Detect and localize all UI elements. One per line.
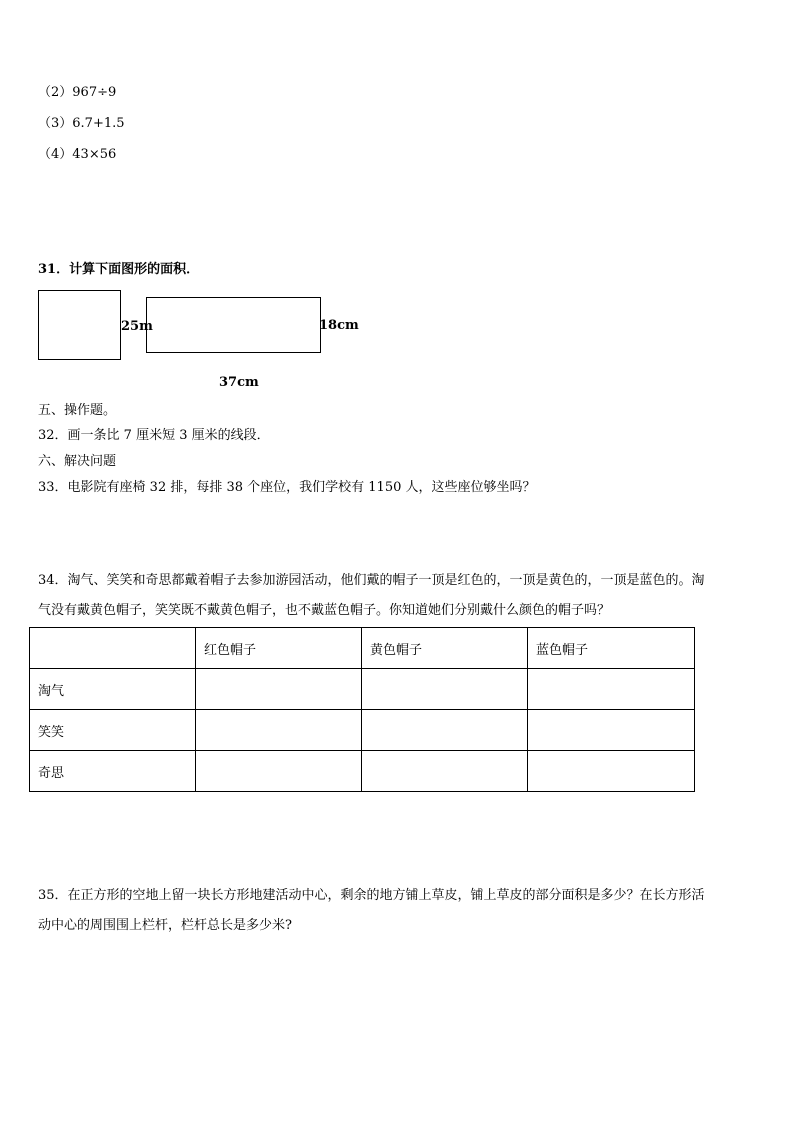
q33-text: 33．电影院有座椅 32 排，每排 38 个座位，我们学校有 1150 人，这些座位够坐吗？ (38, 480, 536, 495)
table-header-cell: 蓝色帽子 (528, 628, 695, 669)
q34-line-1: 34．淘气、笑笑和奇思都戴着帽子去参加游园活动，他们戴的帽子一顶是红色的，一顶是黄色的，一顶是蓝色的。淘 (38, 573, 705, 588)
answer-cell[interactable] (362, 710, 528, 751)
row-label: 奇思 (30, 751, 196, 792)
calc-item-2: （2）967÷9 (38, 85, 117, 100)
answer-cell[interactable] (528, 669, 695, 710)
answer-cell[interactable] (362, 751, 528, 792)
q32-text: 32．画一条比 7 厘米短 3 厘米的线段． (38, 428, 270, 443)
answer-cell[interactable] (528, 710, 695, 751)
q34-line-2: 气没有戴黄色帽子，笑笑既不戴黄色帽子，也不戴蓝色帽子。你知道她们分别戴什么颜色的帽子吗？ (38, 603, 611, 618)
square-side-label: 25m (121, 319, 153, 334)
table-header-row (30, 628, 695, 669)
row-label: 淘气 (30, 669, 196, 710)
rect-height-label: 18cm (319, 318, 359, 333)
section-5-heading: 五、操作题。 (38, 403, 117, 418)
hat-color-table (29, 627, 695, 792)
section-6-heading: 六、解决问题 (38, 454, 117, 469)
calc-item-3: （3）6.7+1.5 (38, 116, 125, 131)
calc-item-4: （4）43×56 (38, 147, 117, 162)
table-header-cell (30, 628, 196, 669)
square-figure (38, 290, 121, 360)
q35-line-2: 动中心的周围围上栏杆，栏杆总长是多少米? (38, 918, 292, 933)
answer-cell[interactable] (196, 751, 362, 792)
answer-cell[interactable] (196, 710, 362, 751)
row-label: 笑笑 (30, 710, 196, 751)
table-header-cell: 黄色帽子 (362, 628, 528, 669)
answer-cell[interactable] (362, 669, 528, 710)
q31-text: 31．计算下面图形的面积． (38, 262, 200, 277)
rect-width-label: 37cm (219, 375, 259, 390)
table-row (30, 669, 695, 710)
answer-cell[interactable] (196, 669, 362, 710)
table-row (30, 751, 695, 792)
rectangle-figure (146, 297, 321, 353)
table-header-cell: 红色帽子 (196, 628, 362, 669)
q35-line-1: 35．在正方形的空地上留一块长方形地建活动中心，剩余的地方铺上草皮，铺上草皮的部分面积是多少？在长方形活 (38, 888, 705, 903)
table-row (30, 710, 695, 751)
answer-cell[interactable] (528, 751, 695, 792)
